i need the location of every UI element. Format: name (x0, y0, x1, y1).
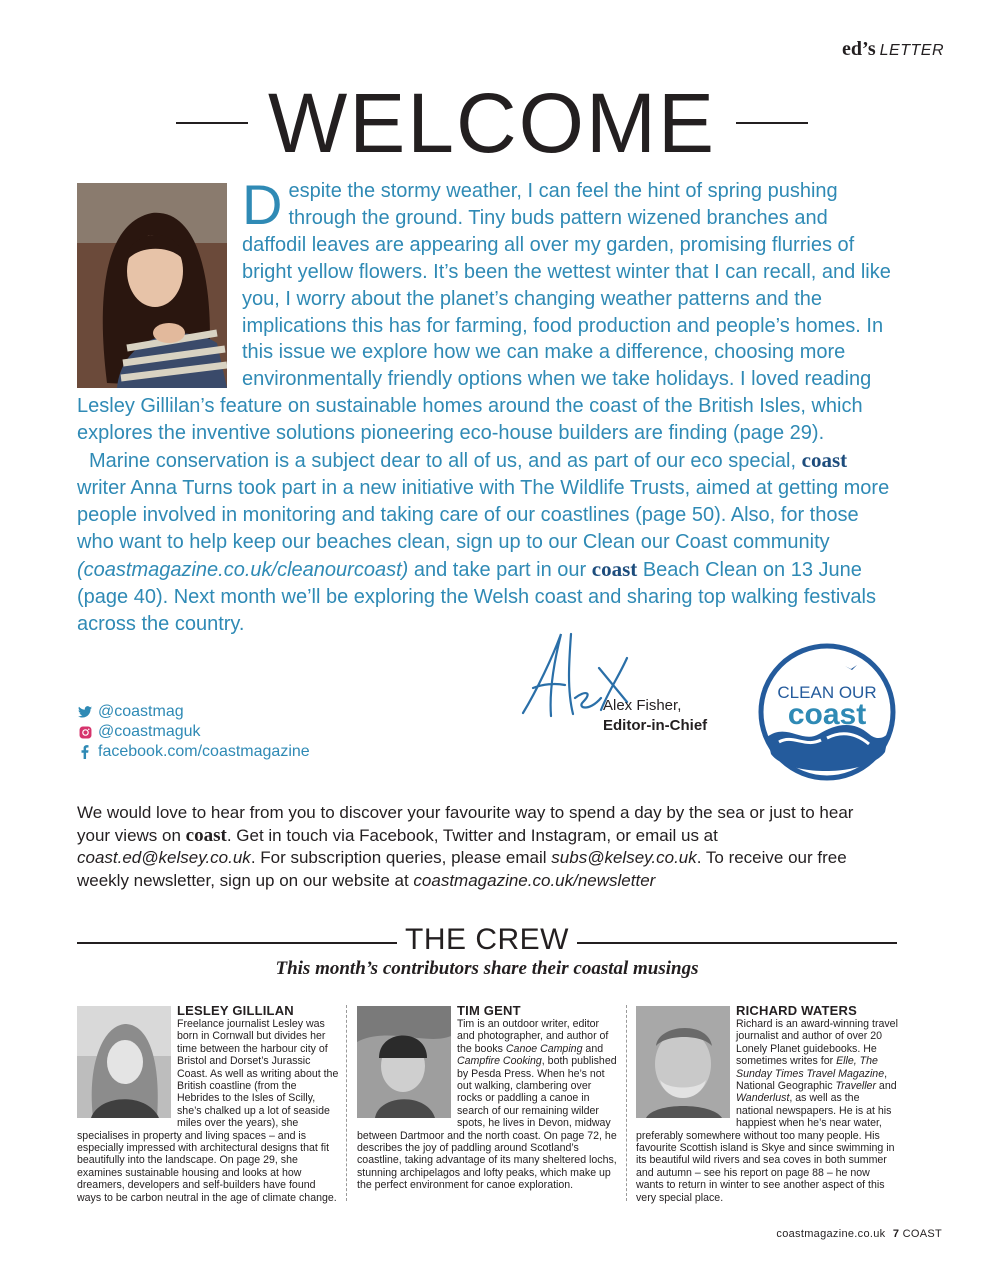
welcome-title: WELCOME (267, 76, 717, 170)
contributor-bio: Richard is an award-winning travel journalist and author of over 20 Lonely Planet guidebooks. He sometimes writes for Elle, The Sunday Times Travel Magazine, National Geographic Traveller and Wanderlust, as well as the national newspapers. He is at his happiest when he’s near water, preferably somewhere without too many people. His favourite Scottish island is Skye and since swimming in its beautiful wild rivers and sea coves in both summer and autumn – see his report on page 88 – he now wants to return in winter to see another aspect of this very special place. (636, 1018, 898, 1204)
contributor-name: RICHARD WATERS (736, 1003, 857, 1018)
section-tag (842, 38, 944, 61)
signer (603, 696, 707, 736)
signer-role: Editor-in-Chief (603, 717, 708, 734)
drop-cap: D (242, 173, 283, 236)
welcome-rule-right (736, 122, 808, 124)
twitter-icon (77, 704, 93, 720)
signer-name: Alex Fisher, (603, 697, 682, 714)
brand-coast: coast (801, 448, 848, 473)
instagram-link[interactable]: @coastmaguk (77, 722, 310, 742)
contributor-richard (636, 1003, 898, 1204)
contributor-tim (357, 1003, 619, 1192)
crew-heading (77, 925, 897, 959)
clean-our-coast-badge (757, 642, 897, 782)
contact-paragraph: We would love to hear from you to discover your favourite way to spend a day by the sea or just to hear your views on coast. Get in touch via Facebook, Twitter and Instagram, or email us at coast.ed@kelsey.co.uk. For subscription queries, please email subs@kelsey.co.uk. To receive our free weekly newsletter, sign up on our website at coastmagazine.co.uk/newsletter (77, 803, 854, 890)
page-number: 7 (892, 1228, 900, 1240)
section-tag-eds: ed’s (841, 38, 876, 60)
instagram-icon (77, 724, 93, 740)
contributor-photo-tim (357, 1006, 451, 1118)
contributor-photo-lesley (77, 1006, 171, 1118)
contributor-name: TIM GENT (457, 1003, 521, 1018)
cleanourcoast-link[interactable]: (coastmagazine.co.uk/cleanourcoast) (77, 558, 409, 581)
facebook-link[interactable]: facebook.com/coastmagazine (77, 742, 310, 762)
editor-email-link[interactable]: coast.ed@kelsey.co.uk (77, 848, 251, 868)
contributor-lesley (77, 1003, 339, 1204)
editorial-paragraph-2: Marine conservation is a subject dear to all of us, and as part of our eco special, coast writer Anna Turns took part in a new initiative with The Wildlife Trusts, aimed at getting more people involved in monitoring and taking care of our coastlines (page 50). Also, for those who want to help keep our beaches clean, sign up to our Clean our Coast community (coastmagazine.co.uk/cleanourcoast) and take part in our coast Beach Clean on 13 June (page 40). Next month we’ll be exploring the Welsh coast and sharing top walking festivals across the country. (77, 448, 890, 635)
contributor-bio: Freelance journalist Lesley was born in Cornwall but divides her time between the harbour city of Bristol and Dorset’s Jurassic Coast. As well as writing about the British coastline (from the Hebrides to the Isles of Scilly, she’s chalked up a lot of seaside miles over the years), she specialises in property and living spaces – and is especially impressed with architectural designs that fit beautifully into the landscape. On page 29, she examines sustainable housing and looks at how dreamers, developers and self-builders have found ways to be carbon neutral in the age of climate change. (77, 1018, 339, 1204)
section-tag-letter: LETTER (879, 42, 944, 59)
contributor-name: LESLEY GILLILAN (177, 1003, 294, 1018)
footer-magazine: COAST (902, 1228, 942, 1240)
crew-subtitle: This month’s contributors share their coastal musings (275, 958, 699, 979)
column-divider (626, 1005, 627, 1201)
social-links (77, 702, 310, 762)
contributor-photo-richard (636, 1006, 730, 1118)
crew-title: THE CREW (397, 923, 577, 956)
column-divider (346, 1005, 347, 1201)
contributor-bio: Tim is an outdoor writer, editor and photographer, and author of the books Canoe Camping and Campfire Cooking, both published by Pesda Press. When he’s not out walking, clambering over rocks or paddling a canoe in search of our remaining wilder spots, he lives in Devon, midway between Dartmoor and the north coast. On page 72, he describes the joy of paddling around Scotland’s coastline, taking advantage of its many sheltered lochs, stunning archipelagos and lofty peaks, which make up the perfect environment for canoe exploration. (357, 1018, 617, 1192)
twitter-link[interactable]: @coastmag (77, 702, 310, 722)
footer-site: coastmagazine.co.uk (776, 1228, 886, 1240)
newsletter-link[interactable]: coastmagazine.co.uk/newsletter (413, 870, 656, 890)
brand-coast: coast (185, 824, 227, 846)
welcome-heading (0, 78, 984, 168)
badge-line1: CLEAN OUR (777, 683, 877, 702)
page-footer (776, 1228, 942, 1240)
subs-email-link[interactable]: subs@kelsey.co.uk (551, 848, 697, 868)
facebook-icon (77, 744, 93, 760)
badge-line2: coast (787, 698, 867, 731)
brand-coast: coast (591, 556, 638, 581)
editorial-body (77, 173, 897, 637)
editorial-paragraph-1: Despite the stormy weather, I can feel the hint of spring pushing through the ground. Tiny buds pattern wizened branches and daffodil leaves are appearing all over my garden, promising flurries of bright yellow flowers. It’s been the wettest winter that I can recall, and like you, I worry about the planet’s changing weather patterns and the implications this has for farming, food production and people’s homes. In this issue we explore how we can make a difference, choosing more environmentally friendly options when we take holidays. I loved reading Lesley Gillilan’s feature on sustainable homes around the coast of the British Isles, which explores the inventive solutions pioneering eco-house builders are finding (page 29). (77, 173, 891, 445)
welcome-rule-left (176, 122, 248, 124)
